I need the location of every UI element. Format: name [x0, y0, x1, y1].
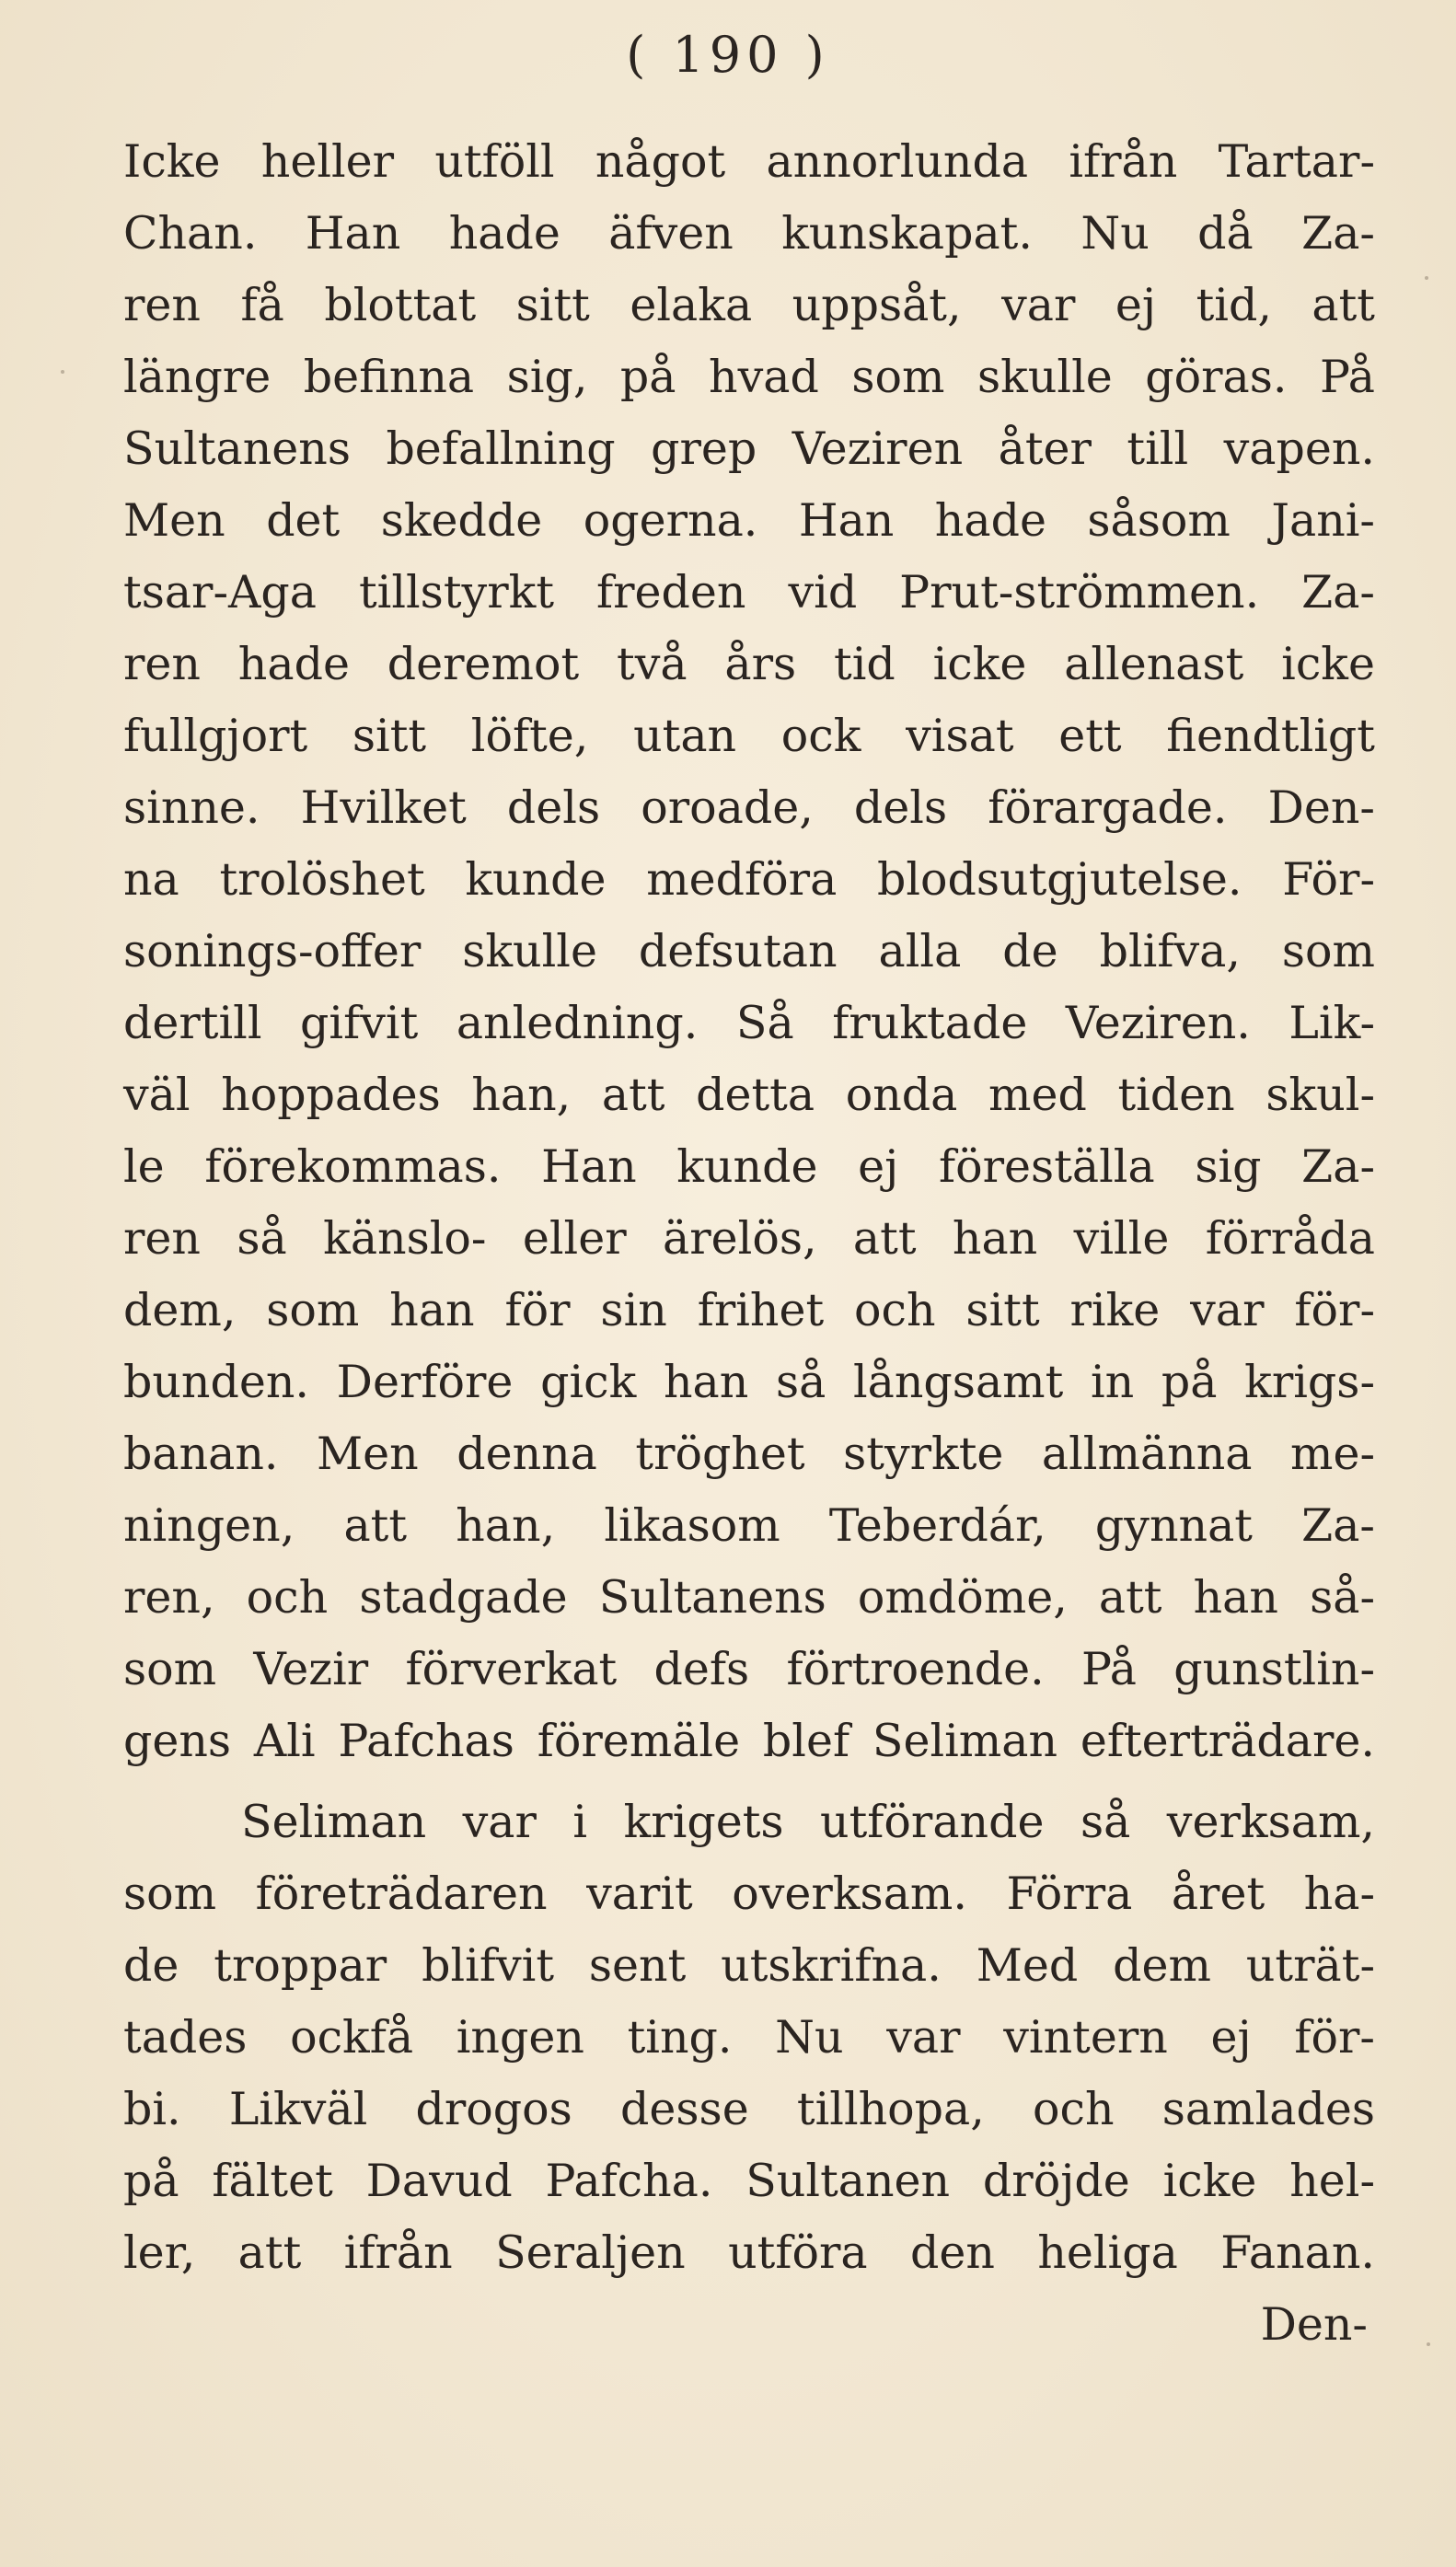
- text-line: dertill gifvit anledning. Så fruktade Veziren. Lik-: [123, 997, 1375, 1049]
- text-line: väl hoppades han, att detta onda med tiden skul-: [123, 1069, 1375, 1121]
- text-line: ren så känslo- eller ärelös, att han ville förråda: [123, 1212, 1375, 1265]
- text-line: Sultanens befallning grep Veziren åter till vapen.: [123, 422, 1375, 475]
- text-line: banan. Men denna tröghet styrkte allmänna me-: [123, 1428, 1375, 1480]
- text-line: Men det skedde ogerna. Han hade såsom Jani-: [123, 494, 1375, 547]
- text-line: som företrädaren varit overksam. Förra året ha-: [123, 1867, 1375, 1920]
- text-line: bunden. Derföre gick han så långsamt in på krigs-: [123, 1356, 1375, 1408]
- catchword: Den-: [1260, 2298, 1368, 2351]
- text-line: fullgjort sitt löfte, utan ock visat ett fiendtligt: [123, 710, 1375, 762]
- text-line: sinne. Hvilket dels oroade, dels förargade. Den-: [123, 781, 1375, 834]
- text-line: på fältet Davud Pafcha. Sultanen dröjde icke hel-: [123, 2155, 1375, 2207]
- paper-speck: [1427, 2342, 1430, 2346]
- text-line: tsar-Aga tillstyrkt freden vid Prut-strömmen. Za-: [123, 566, 1375, 619]
- text-line: na trolöshet kunde medföra blodsutgjutelse. För-: [123, 853, 1375, 906]
- text-line: som Vezir förverkat defs förtroende. På gunstlin-: [123, 1643, 1375, 1695]
- text-line: dem, som han för sin frihet och sitt rike var för-: [123, 1284, 1375, 1336]
- text-line: ren få blottat sitt elaka uppsåt, var ej tid, att: [123, 279, 1375, 331]
- text-line: Seliman var i krigets utförande så verksam,: [241, 1796, 1375, 1848]
- text-line: gens Ali Pafchas föremäle blef Seliman efterträdare.: [123, 1715, 1375, 1767]
- text-line: de troppar blifvit sent utskrifna. Med dem uträt-: [123, 1939, 1375, 1992]
- text-line: sonings-offer skulle defsutan alla de blifva, som: [123, 925, 1375, 977]
- text-line: ler, att ifrån Seraljen utföra den heliga Fanan.: [123, 2226, 1375, 2279]
- text-line: längre befinna sig, på hvad som skulle göras. På: [123, 351, 1375, 403]
- text-line: tades ockfå ingen ting. Nu var vintern ej för-: [123, 2011, 1375, 2064]
- text-line: le förekommas. Han kunde ej föreställa sig Za-: [123, 1140, 1375, 1193]
- text-line: Chan. Han hade äfven kunskapat. Nu då Za-: [123, 207, 1375, 260]
- text-line: ningen, att han, likasom Teberdár, gynnat Za-: [123, 1499, 1375, 1552]
- text-line: ren, och stadgade Sultanens omdöme, att han så-: [123, 1571, 1375, 1624]
- text-line: ren hade deremot två års tid icke allenast icke: [123, 638, 1375, 690]
- text-line: Icke heller utföll något annorlunda ifrån Tartar-: [123, 135, 1375, 188]
- paper-speck: [1425, 276, 1428, 280]
- page-number: ( 190 ): [626, 26, 830, 84]
- text-line: bi. Likväl drogos desse tillhopa, och samlades: [123, 2083, 1375, 2135]
- paper-speck: [61, 370, 64, 374]
